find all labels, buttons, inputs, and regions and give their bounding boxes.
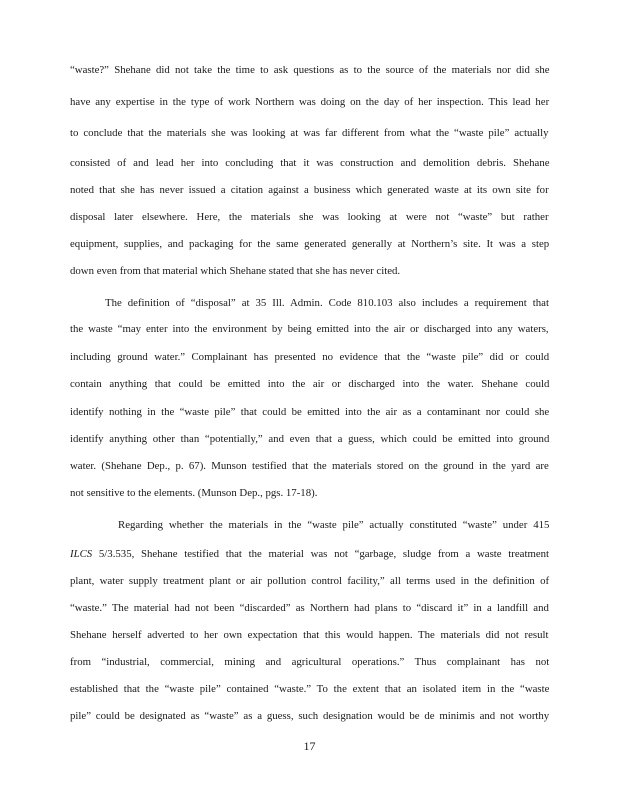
- body-line: Shehane herself adverted to her own expectation that this would happen. The materials did not result: [70, 629, 549, 641]
- body-line: identify nothing in the “waste pile” that could be emitted into the air as a contaminant nor could she: [70, 406, 550, 418]
- body-line: water. (Shehane Dep., p. 67). Munson testified that the materials stored on the ground in the yard are: [70, 460, 549, 472]
- body-line-text: 5/3.535, Shehane testified that the material was not “garbage, sludge from a waste treatment: [92, 548, 550, 560]
- body-line: The definition of “disposal” at 35 Ill. Admin. Code 810.103 also includes a requirement that: [105, 297, 549, 309]
- body-line: including ground water.” Complainant has presented no evidence that the “waste pile” did or could: [70, 351, 550, 363]
- body-line: “waste.” The material had not been “discarded” as Northern had plans to “discard it” in a landfill and: [70, 602, 549, 614]
- body-line: to conclude that the materials she was looking at was far different from what the “waste pile” actually: [70, 127, 549, 139]
- body-line: noted that she has never issued a citation against a business which generated waste at its own site for: [70, 184, 549, 196]
- body-line: not sensitive to the elements. (Munson Dep., pgs. 17-18).: [70, 487, 318, 499]
- body-line: from “industrial, commercial, mining and agricultural operations.” Thus complainant has not: [70, 656, 550, 668]
- body-line: contain anything that could be emitted into the air or discharged into the water. Shehane could: [70, 378, 550, 390]
- body-line: [70, 548, 549, 560]
- body-line: established that the “waste pile” contained “waste.” To the extent that an isolated item in the “waste: [70, 683, 550, 695]
- body-line: down even from that material which Shehane stated that she has never cited.: [70, 265, 401, 277]
- body-line: the waste “may enter into the environment by being emitted into the air or discharged into any waters,: [70, 323, 549, 335]
- body-line: identify anything other than “potentially,” and even that a guess, which could be emitted into ground: [70, 433, 550, 445]
- body-line: “waste?” Shehane did not take the time to ask questions as to the source of the materials nor did she: [70, 64, 550, 76]
- body-line: pile” could be designated as “waste” as a guess, such designation would be de minimis and not worthy: [70, 710, 550, 722]
- body-line: consisted of and lead her into concluding that it was construction and demolition debris. Shehane: [70, 157, 550, 169]
- page-number: 17: [303, 739, 316, 753]
- body-line: have any expertise in the type of work Northern was doing on the day of her inspection. This lead her: [70, 96, 550, 108]
- body-line: equipment, supplies, and packaging for the same generated generally at Northern’s site. It was a step: [70, 238, 550, 250]
- body-line: disposal later elsewhere. Here, the materials she was looking at were not “waste” but rather: [70, 211, 549, 223]
- statute-citation-italic: ILCS: [70, 548, 93, 560]
- body-line: Regarding whether the materials in the “waste pile” actually constituted “waste” under 415: [118, 519, 550, 531]
- body-line: plant, water supply treatment plant or air pollution control facility,” all terms used in the definition of: [70, 575, 550, 587]
